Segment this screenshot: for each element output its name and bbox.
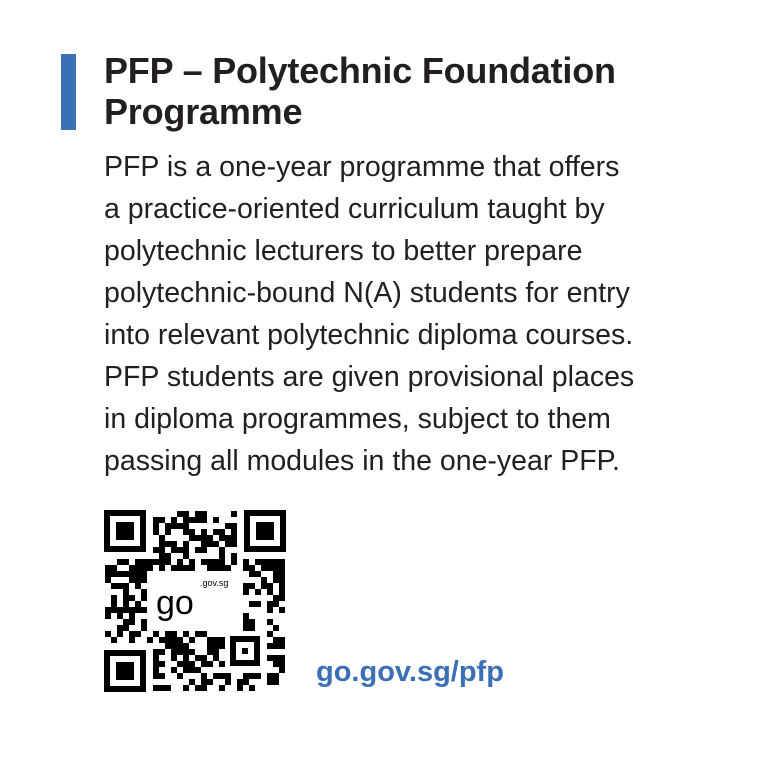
qr-module (279, 607, 285, 613)
qr-module (195, 535, 201, 541)
qr-module (183, 655, 189, 661)
qr-module (171, 541, 177, 547)
qr-module (213, 529, 219, 535)
qr-module (129, 571, 135, 577)
qr-module (135, 601, 141, 607)
qr-module (153, 685, 159, 691)
qr-module (207, 643, 213, 649)
qr-module (273, 655, 279, 661)
qr-module (201, 631, 207, 637)
qr-finder-top-left (104, 510, 146, 552)
qr-module (279, 643, 285, 649)
qr-module (207, 661, 213, 667)
qr-module (111, 601, 117, 607)
qr-module (183, 667, 189, 673)
qr-module (141, 559, 147, 565)
qr-module (273, 565, 279, 571)
qr-module (255, 589, 261, 595)
qr-module (249, 673, 255, 679)
qr-module (255, 601, 261, 607)
qr-module (159, 559, 165, 565)
qr-module (171, 649, 177, 655)
qr-module (279, 577, 285, 583)
qr-module (141, 565, 147, 571)
qr-module (183, 529, 189, 535)
qr-module (243, 583, 249, 589)
qr-module (267, 583, 273, 589)
qr-module (279, 595, 285, 601)
qr-module (159, 649, 165, 655)
description-line: PFP is a one-year programme that offers (104, 151, 620, 183)
qr-module (207, 559, 213, 565)
qr-module (177, 661, 183, 667)
qr-module (123, 619, 129, 625)
qr-module (261, 559, 267, 565)
qr-module (183, 685, 189, 691)
qr-module (159, 661, 165, 667)
qr-module (219, 535, 225, 541)
qr-module (183, 523, 189, 529)
qr-module (141, 607, 147, 613)
qr-module (171, 655, 177, 661)
description-line: polytechnic lecturers to better prepare (104, 235, 583, 267)
qr-module (123, 571, 129, 577)
qr-module (207, 535, 213, 541)
qr-module (213, 649, 219, 655)
qr-module (237, 679, 243, 685)
qr-module (183, 553, 189, 559)
qr-module (207, 541, 213, 547)
qr-module (189, 649, 195, 655)
qr-module (225, 673, 231, 679)
qr-module (249, 565, 255, 571)
qr-module (213, 517, 219, 523)
description-line: PFP students are given provisional places (104, 361, 635, 393)
qr-module (279, 667, 285, 673)
description-line: in diploma programmes, subject to them (104, 403, 611, 435)
qr-module (201, 511, 207, 517)
qr-module (279, 565, 285, 571)
description-line: a practice-oriented curriculum taught by (104, 193, 605, 225)
qr-module (195, 511, 201, 517)
qr-module (231, 541, 237, 547)
qr-module (129, 565, 135, 571)
qr-module (153, 667, 159, 673)
qr-module (195, 655, 201, 661)
qr-module (129, 607, 135, 613)
qr-module (177, 523, 183, 529)
qr-module (213, 643, 219, 649)
qr-module (129, 613, 135, 619)
qr-module (201, 685, 207, 691)
qr-module (189, 667, 195, 673)
qr-module (159, 685, 165, 691)
pfp-link[interactable]: go.gov.sg/pfp (316, 656, 504, 688)
qr-module (153, 559, 159, 565)
title-line-2: Programme (104, 91, 303, 132)
qr-module (165, 529, 171, 535)
qr-module (195, 667, 201, 673)
qr-module (213, 655, 219, 661)
qr-code[interactable] (104, 510, 286, 692)
qr-module (141, 595, 147, 601)
qr-module (105, 577, 111, 583)
qr-module (123, 583, 129, 589)
qr-module (267, 673, 273, 679)
accent-bar (61, 54, 76, 130)
qr-module (129, 631, 135, 637)
qr-module (207, 565, 213, 571)
qr-module (105, 613, 111, 619)
qr-module (279, 655, 285, 661)
qr-module (207, 649, 213, 655)
qr-module (177, 559, 183, 565)
qr-module (267, 643, 273, 649)
qr-module (273, 595, 279, 601)
qr-module (267, 565, 273, 571)
qr-module (117, 559, 123, 565)
qr-module (279, 589, 285, 595)
qr-module (231, 511, 237, 517)
qr-module (183, 541, 189, 547)
qr-module (183, 661, 189, 667)
qr-module (195, 547, 201, 553)
qr-module (183, 643, 189, 649)
qr-module (123, 589, 129, 595)
qr-module (147, 559, 153, 565)
qr-module (201, 661, 207, 667)
qr-module (249, 583, 255, 589)
qr-module (249, 685, 255, 691)
qr-module (123, 595, 129, 601)
description-line: into relevant polytechnic diploma courses. (104, 319, 634, 351)
qr-module (165, 559, 171, 565)
qr-module (249, 625, 255, 631)
qr-module (111, 583, 117, 589)
qr-module (255, 571, 261, 577)
qr-module (171, 565, 177, 571)
qr-module (189, 565, 195, 571)
qr-module (111, 637, 117, 643)
qr-module (135, 583, 141, 589)
qr-module (171, 547, 177, 553)
qr-module (213, 673, 219, 679)
qr-module (135, 565, 141, 571)
qr-module (141, 577, 147, 583)
qr-module (135, 607, 141, 613)
qr-module (231, 523, 237, 529)
qr-module (267, 559, 273, 565)
qr-module (153, 655, 159, 661)
qr-module (267, 619, 273, 625)
qr-module (267, 679, 273, 685)
qr-module (219, 637, 225, 643)
qr-module (195, 517, 201, 523)
qr-module (201, 559, 207, 565)
qr-module (105, 571, 111, 577)
qr-alignment-pattern (230, 636, 260, 666)
qr-module (129, 577, 135, 583)
qr-module (219, 547, 225, 553)
qr-module (165, 553, 171, 559)
qr-module (105, 607, 111, 613)
qr-module (267, 601, 273, 607)
qr-module (171, 517, 177, 523)
qr-module (249, 571, 255, 577)
qr-module (201, 541, 207, 547)
qr-module (153, 649, 159, 655)
qr-module (183, 631, 189, 637)
qr-module (201, 679, 207, 685)
qr-module (177, 565, 183, 571)
qr-logo-suffix: .gov.sg (200, 578, 229, 588)
qr-module (141, 571, 147, 577)
qr-module (171, 637, 177, 643)
qr-module (273, 673, 279, 679)
qr-module (123, 601, 129, 607)
qr-module (117, 583, 123, 589)
qr-module (159, 535, 165, 541)
qr-module (141, 625, 147, 631)
qr-module (273, 571, 279, 577)
qr-module (183, 511, 189, 517)
qr-module (261, 565, 267, 571)
qr-module (171, 523, 177, 529)
qr-module (243, 565, 249, 571)
qr-module (183, 649, 189, 655)
qr-module (159, 565, 165, 571)
qr-module (243, 613, 249, 619)
qr-module (165, 643, 171, 649)
qr-module (159, 673, 165, 679)
qr-module (279, 637, 285, 643)
qr-module (237, 685, 243, 691)
qr-module (153, 661, 159, 667)
qr-module (231, 535, 237, 541)
description-line: passing all modules in the one-year PFP. (104, 445, 620, 477)
qr-module (273, 601, 279, 607)
qr-module (219, 553, 225, 559)
qr-module (219, 565, 225, 571)
qr-module (177, 673, 183, 679)
qr-module (129, 637, 135, 643)
qr-module (273, 577, 279, 583)
qr-module (201, 655, 207, 661)
qr-module (123, 559, 129, 565)
qr-module (231, 553, 237, 559)
qr-module (177, 637, 183, 643)
qr-module (159, 541, 165, 547)
qr-module (135, 571, 141, 577)
qr-module (117, 607, 123, 613)
qr-module (261, 577, 267, 583)
qr-module (105, 631, 111, 637)
qr-module (213, 559, 219, 565)
page-title (104, 50, 744, 132)
qr-module (219, 529, 225, 535)
qr-module (117, 571, 123, 577)
qr-module (147, 565, 153, 571)
qr-module (123, 607, 129, 613)
qr-module (165, 631, 171, 637)
qr-module (141, 619, 147, 625)
qr-module (207, 637, 213, 643)
qr-module (165, 541, 171, 547)
qr-module (135, 577, 141, 583)
qr-module (177, 547, 183, 553)
qr-module (243, 625, 249, 631)
qr-module (249, 601, 255, 607)
qr-module (153, 673, 159, 679)
qr-module (189, 529, 195, 535)
qr-module (129, 595, 135, 601)
qr-module (279, 559, 285, 565)
qr-module (147, 637, 153, 643)
qr-module (225, 541, 231, 547)
qr-module (165, 685, 171, 691)
qr-module (243, 679, 249, 685)
qr-module (117, 631, 123, 637)
qr-module (255, 673, 261, 679)
qr-module (279, 571, 285, 577)
qr-code-graphic (104, 510, 286, 692)
qr-module (225, 535, 231, 541)
qr-module (219, 673, 225, 679)
qr-module (243, 589, 249, 595)
qr-module (183, 565, 189, 571)
qr-module (267, 655, 273, 661)
qr-module (249, 619, 255, 625)
qr-module (201, 547, 207, 553)
qr-module (243, 559, 249, 565)
qr-module (189, 517, 195, 523)
qr-module (153, 517, 159, 523)
qr-module (153, 529, 159, 535)
qr-module (159, 637, 165, 643)
qr-module (189, 679, 195, 685)
qr-module (153, 523, 159, 529)
qr-module (267, 589, 273, 595)
qr-module (135, 631, 141, 637)
qr-module (141, 589, 147, 595)
qr-module (219, 685, 225, 691)
qr-module (165, 523, 171, 529)
qr-module (231, 529, 237, 535)
qr-module (177, 643, 183, 649)
qr-module (195, 631, 201, 637)
qr-module (189, 661, 195, 667)
qr-module (201, 517, 207, 523)
qr-module (111, 565, 117, 571)
qr-module (135, 559, 141, 565)
qr-module (153, 547, 159, 553)
qr-module (201, 673, 207, 679)
qr-module (213, 565, 219, 571)
qr-module (111, 571, 117, 577)
qr-module (189, 559, 195, 565)
qr-module (111, 607, 117, 613)
qr-module (201, 535, 207, 541)
qr-module (153, 631, 159, 637)
description-paragraph (104, 146, 744, 482)
qr-module (159, 547, 165, 553)
qr-module (273, 643, 279, 649)
qr-module (267, 631, 273, 637)
qr-module (273, 625, 279, 631)
qr-module (273, 559, 279, 565)
qr-module (243, 673, 249, 679)
qr-module (189, 535, 195, 541)
qr-module (123, 625, 129, 631)
qr-finder-top-right (244, 510, 286, 552)
qr-module (267, 607, 273, 613)
qr-module (261, 583, 267, 589)
qr-module (165, 637, 171, 643)
qr-module (171, 643, 177, 649)
qr-module (273, 679, 279, 685)
qr-module (273, 661, 279, 667)
qr-module (189, 637, 195, 643)
qr-module (117, 613, 123, 619)
qr-module (177, 511, 183, 517)
qr-module (207, 679, 213, 685)
qr-module (117, 625, 123, 631)
qr-module (183, 517, 189, 523)
qr-module (105, 565, 111, 571)
qr-logo-text: go (156, 584, 194, 622)
qr-module (225, 523, 231, 529)
qr-module (159, 517, 165, 523)
qr-module (171, 631, 177, 637)
qr-module (195, 685, 201, 691)
qr-module (273, 637, 279, 643)
qr-module (183, 547, 189, 553)
qr-module (177, 649, 183, 655)
qr-module (219, 643, 225, 649)
qr-module (231, 559, 237, 565)
qr-module (243, 619, 249, 625)
qr-module (219, 661, 225, 667)
qr-module (159, 553, 165, 559)
qr-finder-bottom-left (104, 650, 146, 692)
title-line-1: PFP – Polytechnic Foundation (104, 50, 616, 91)
qr-module (279, 661, 285, 667)
qr-module (171, 667, 177, 673)
qr-module (213, 541, 219, 547)
qr-module (279, 583, 285, 589)
qr-module (225, 565, 231, 571)
qr-module (213, 637, 219, 643)
qr-module (111, 595, 117, 601)
qr-module (129, 619, 135, 625)
qr-module (201, 529, 207, 535)
qr-module (225, 679, 231, 685)
description-line: polytechnic-bound N(A) students for entry (104, 277, 630, 309)
qr-module (255, 559, 261, 565)
qr-module (219, 559, 225, 565)
